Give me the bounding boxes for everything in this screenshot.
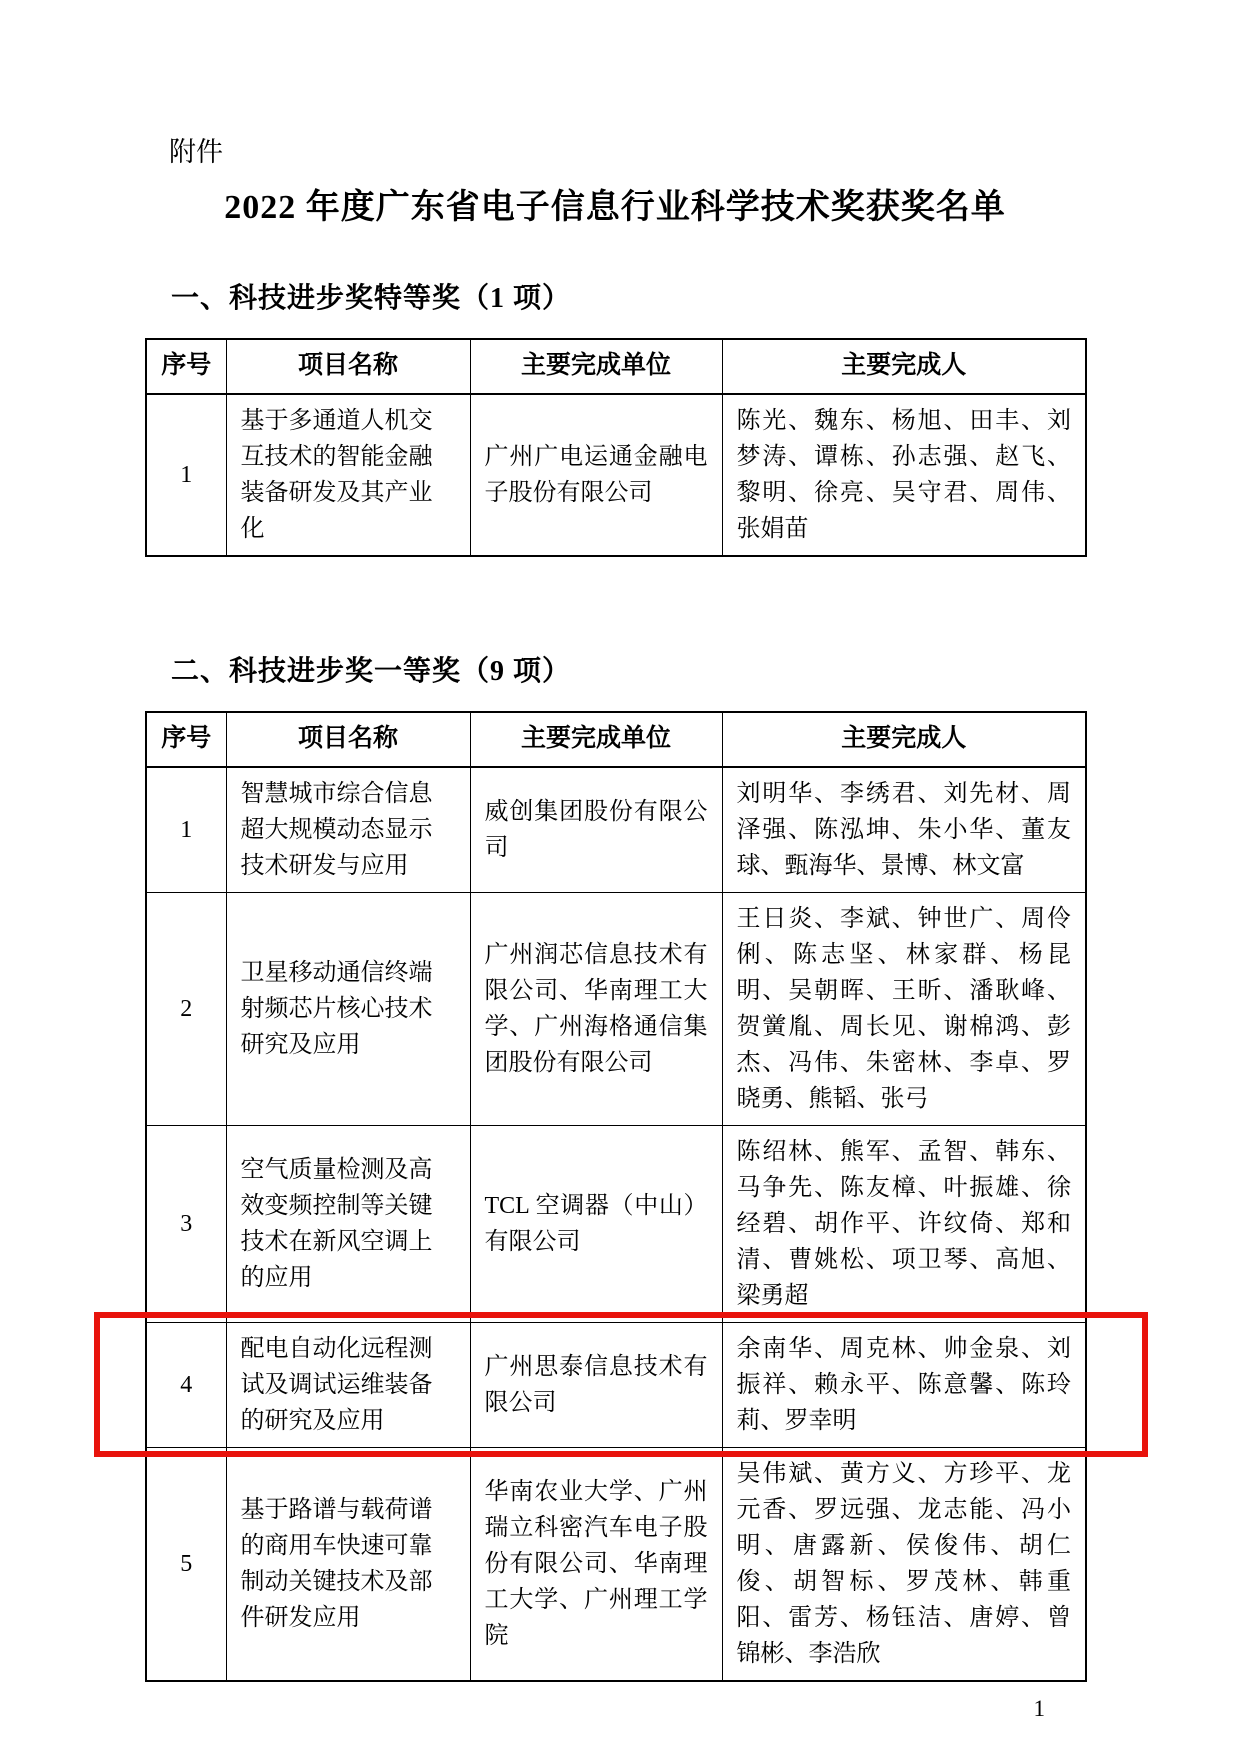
table-header-row <box>146 712 1086 767</box>
cell-completing-unit: 广州广电运通金融电子股份有限公司 <box>470 394 722 556</box>
cell-completing-people: 陈光、魏东、杨旭、田丰、刘梦涛、谭栋、孙志强、赵飞、黎明、徐亮、吴守君、周伟、张娟苗 <box>722 394 1086 556</box>
cell-completing-unit: 广州润芯信息技术有限公司、华南理工大学、广州海格通信集团股份有限公司 <box>470 892 722 1125</box>
cell-completing-people: 陈绍林、熊军、孟智、韩东、马争先、陈友樟、叶振雄、徐经碧、胡作平、许纹倚、郑和清、曹姚松、项卫琴、高旭、梁勇超 <box>722 1125 1086 1322</box>
cell-serial-number: 1 <box>146 394 226 556</box>
column-header-project: 项目名称 <box>226 339 470 394</box>
table-row <box>146 1447 1086 1681</box>
column-header-project: 项目名称 <box>226 712 470 767</box>
first-prize-table <box>145 711 1087 1682</box>
cell-serial-number: 5 <box>146 1447 226 1681</box>
column-header-unit: 主要完成单位 <box>470 712 722 767</box>
cell-completing-unit: 华南农业大学、广州瑞立科密汽车电子股份有限公司、华南理工大学、广州理工学院 <box>470 1447 722 1681</box>
cell-serial-number: 2 <box>146 892 226 1125</box>
cell-project-name: 空气质量检测及高效变频控制等关键技术在新风空调上的应用 <box>226 1125 470 1322</box>
cell-completing-people: 王日炎、李斌、钟世广、周伶俐、陈志坚、林家群、杨昆明、吴朝晖、王昕、潘耿峰、贺黉胤、周长见、谢棉鸿、彭杰、冯伟、朱密林、李卓、罗晓勇、熊韬、张弓 <box>722 892 1086 1125</box>
section-1-heading: 一、科技进步奖特等奖（1 项） <box>171 282 572 314</box>
highlighted-table-row <box>146 1322 1086 1447</box>
cell-project-name: 基于路谱与载荷谱的商用车快速可靠制动关键技术及部件研发应用 <box>226 1447 470 1681</box>
table-row <box>146 1125 1086 1322</box>
cell-project-name: 智慧城市综合信息超大规模动态显示技术研发与应用 <box>226 767 470 893</box>
special-prize-table <box>145 338 1087 557</box>
column-header-no: 序号 <box>146 339 226 394</box>
column-header-people: 主要完成人 <box>722 339 1086 394</box>
cell-completing-unit: 威创集团股份有限公司 <box>470 767 722 893</box>
cell-completing-people: 刘明华、李绣君、刘先材、周泽强、陈泓坤、朱小华、董友球、甄海华、景博、林文富 <box>722 767 1086 893</box>
cell-completing-people: 吴伟斌、黄方义、方珍平、龙元香、罗远强、龙志能、冯小明、唐露新、侯俊伟、胡仁俊、胡智标、罗茂林、韩重阳、雷芳、杨钰洁、唐婷、曾锦彬、李浩欣 <box>722 1447 1086 1681</box>
table-row <box>146 394 1086 556</box>
cell-serial-number: 4 <box>146 1322 226 1447</box>
table-row <box>146 767 1086 893</box>
cell-completing-unit: TCL 空调器（中山）有限公司 <box>470 1125 722 1322</box>
cell-completing-people: 余南华、周克林、帅金泉、刘振祥、赖永平、陈意馨、陈玲莉、罗幸明 <box>722 1322 1086 1447</box>
column-header-people: 主要完成人 <box>722 712 1086 767</box>
section-2-heading: 二、科技进步奖一等奖（9 项） <box>171 655 572 687</box>
cell-project-name: 基于多通道人机交互技术的智能金融装备研发及其产业化 <box>226 394 470 556</box>
cell-project-name: 卫星移动通信终端射频芯片核心技术研究及应用 <box>226 892 470 1125</box>
cell-project-name: 配电自动化远程测试及调试运维装备的研究及应用 <box>226 1322 470 1447</box>
section-first-prize <box>145 649 1085 1682</box>
section-special-prize <box>145 276 1085 557</box>
page-title: 2022 年度广东省电子信息行业科学技术奖获奖名单 <box>224 188 1006 226</box>
column-header-unit: 主要完成单位 <box>470 339 722 394</box>
column-header-no: 序号 <box>146 712 226 767</box>
cell-completing-unit: 广州思泰信息技术有限公司 <box>470 1322 722 1447</box>
cell-serial-number: 3 <box>146 1125 226 1322</box>
attachment-label: 附件 <box>169 137 223 167</box>
table-header-row <box>146 339 1086 394</box>
page-number: 1 <box>1033 1695 1045 1721</box>
table-row <box>146 892 1086 1125</box>
cell-serial-number: 1 <box>146 767 226 893</box>
